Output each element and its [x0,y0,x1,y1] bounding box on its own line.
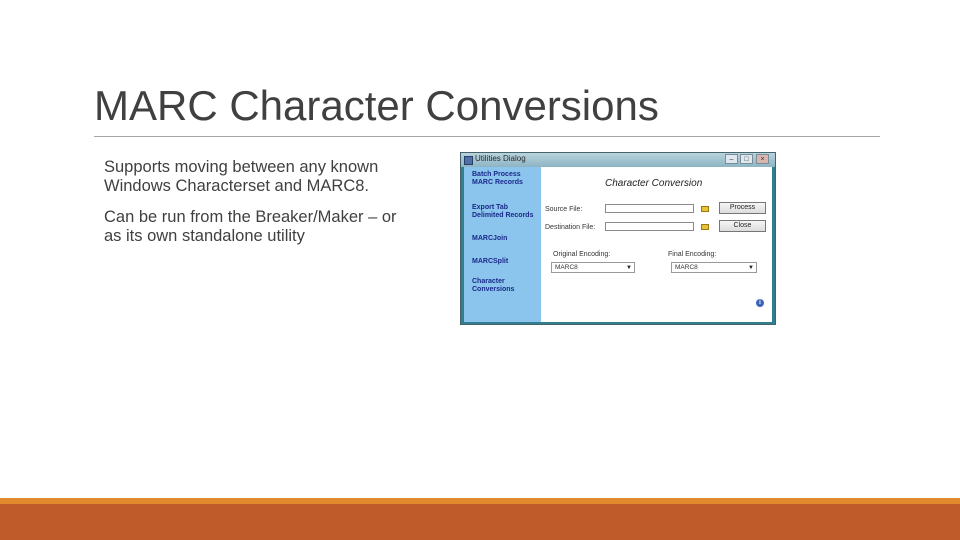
window-title: Utilities Dialog [475,154,526,163]
original-encoding-select [551,262,635,273]
bullet-list [104,158,404,258]
folder-icon [701,206,709,212]
close-button: Close [719,220,766,232]
chevron-down-icon: ▼ [748,265,754,271]
close-icon: × [756,154,769,164]
source-file-field [605,204,694,213]
sidebar-item-batch-process: Batch Process MARC Records [472,171,523,186]
sidebar [464,167,541,322]
source-file-label: Source File: [545,206,583,213]
footer-bar [0,504,960,540]
info-icon: i [756,299,764,307]
window-titlebar [461,153,775,167]
process-button: Process [719,202,766,214]
chevron-down-icon: ▼ [626,265,632,271]
bullet-item: Supports moving between any known Windows Characterset and MARC8. [104,158,379,195]
final-encoding-select [671,262,757,273]
sidebar-item-marcsplit: MARCSplit [472,258,509,265]
original-encoding-label: Original Encoding: [553,251,611,258]
final-encoding-label: Final Encoding: [668,251,717,258]
bullet-item: Can be run from the Breaker/Maker – or as its own standalone utility [104,208,397,245]
main-panel [541,167,772,322]
original-encoding-value: MARC8 [555,264,578,271]
destination-file-field [605,222,694,231]
sidebar-item-export-tab: Export Tab Delimited Records [472,204,534,219]
sidebar-item-marcjoin: MARCJoin [472,235,508,242]
panel-heading: Character Conversion [605,178,703,189]
folder-icon [701,224,709,230]
destination-file-label: Destination File: [545,224,596,231]
minimize-icon: – [725,154,738,164]
utilities-window-screenshot [460,152,776,325]
title-divider [94,136,880,137]
final-encoding-value: MARC8 [675,264,698,271]
maximize-icon: □ [740,154,753,164]
window-body [464,167,772,322]
sidebar-item-character-conversions: Character Conversions [472,278,515,293]
slide-title: MARC Character Conversions [94,82,659,129]
app-icon [464,156,473,165]
